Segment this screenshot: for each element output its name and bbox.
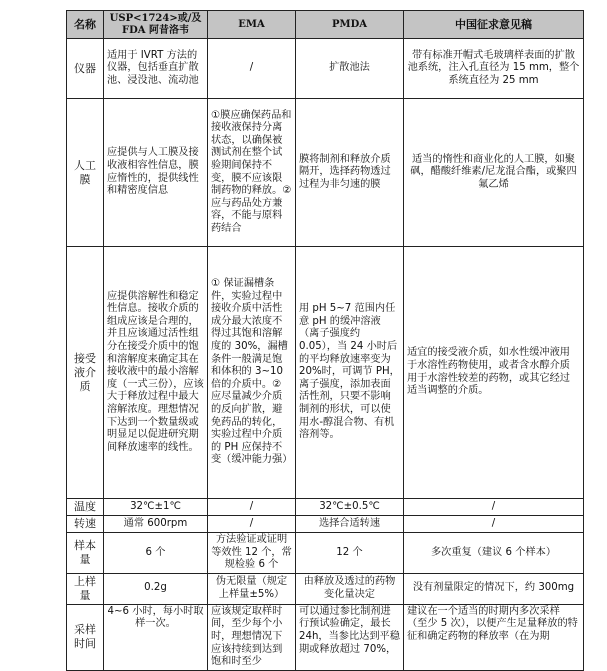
- cell-ema: /: [208, 39, 296, 99]
- cell-pmda: 用 pH 5~7 范围内任意 pH 的缓冲溶液（离子强度约 0.05），当 24 小时后的平均释放速率变为 20%时，可调节 PH，离子强度，添加表面活性剂，只要不影响制剂的形状，可以使用水-醇混合物、有机溶剂等。: [296, 247, 404, 499]
- cell-pmda: 选择合适转速: [296, 516, 404, 533]
- row-loading: [67, 573, 584, 604]
- cell-ema: ①膜应确保药品和接收液保持分离状态，以确保被测试剂在整个试验期间保持不变，膜不应该限制药物的释放。②应与药品处方兼容，不能与原料药结合: [208, 99, 296, 247]
- header-name: 名称: [67, 11, 104, 39]
- cell-ema: /: [208, 499, 296, 516]
- header-pmda: PMDA: [296, 11, 404, 39]
- cell-pmda: 32℃±0.5℃: [296, 499, 404, 516]
- cell-ema: ① 保证漏槽条件，实验过程中接收介质中活性成分最大浓度不得过其饱和溶解度的 30%，漏槽条件一般满足饱和体积的 3~10 倍的介质中。② 应尽量减少介质的反向扩散，避免药品的转化，实验过程中介质的 PH 应保持不变（缓冲能力强）: [208, 247, 296, 499]
- row-label: 样本量: [67, 533, 104, 574]
- row-instrument: [67, 39, 584, 99]
- cell-china: 建议在一个适当的时期内多次采样（至少 5 次），以便产生足量释放的特征和确定药物的释放率（在为期: [404, 604, 584, 670]
- row-sampling: [67, 604, 584, 670]
- cell-pmda: 膜将制剂和释放介质隔开，选择药物透过过程为非匀速的膜: [296, 99, 404, 247]
- cell-usp: 32℃±1℃: [104, 499, 208, 516]
- row-membrane: [67, 99, 584, 247]
- cell-ema: 应该规定取样时间，至少每个小时，理想情况下应该持续到达到饱和时至少: [208, 604, 296, 670]
- cell-usp: 应提供与人工膜及接收液相容性信息，膜应惰性的，提供线性和精密度信息: [104, 99, 208, 247]
- cell-usp: 4~6 小时，每小时取样一次。: [104, 604, 208, 670]
- row-label: 接受液介质: [67, 247, 104, 499]
- cell-pmda: 12 个: [296, 533, 404, 574]
- row-receptor: [67, 247, 584, 499]
- header-usp: USP<1724>或/及FDA 阿昔洛韦: [104, 11, 208, 39]
- cell-usp: 适用于 IVRT 方法的仪器，包括垂直扩散池、浸没池、流动池: [104, 39, 208, 99]
- cell-china: 没有剂量限定的情况下，约 300mg: [404, 573, 584, 604]
- cell-pmda: 可以通过参比制剂进行预试验确定，最长 24h，当参比达到平稳期或释放超过 70%，: [296, 604, 404, 670]
- header-row: [67, 11, 584, 39]
- cell-ema: 方法验证或证明等效性 12 个，常规检验 6 个: [208, 533, 296, 574]
- cell-china: 带有标准开帽式毛玻璃样表面的扩散池系统，注入孔直径为 15 mm，整个系统直径为 25 mm: [404, 39, 584, 99]
- row-label: 转速: [67, 516, 104, 533]
- cell-china: /: [404, 516, 584, 533]
- cell-china: 适当的惰性和商业化的人工膜，如聚砜，醋酸纤维素/尼龙混合酯，或聚四氟乙烯: [404, 99, 584, 247]
- row-label: 仪器: [67, 39, 104, 99]
- cell-pmda: 扩散池法: [296, 39, 404, 99]
- header-ema: EMA: [208, 11, 296, 39]
- cell-china: /: [404, 499, 584, 516]
- cell-ema: 伪无限量（规定上样量±5%）: [208, 573, 296, 604]
- row-label: 上样量: [67, 573, 104, 604]
- comparison-document: [66, 10, 584, 671]
- cell-china: 适宜的接受液介质，如水性缓冲液用于水溶性药物使用，或者含水醇介质用于水溶性较差的药物，或其它经过适当调整的介质。: [404, 247, 584, 499]
- row-label: 人工膜: [67, 99, 104, 247]
- row-label: 温度: [67, 499, 104, 516]
- header-china: 中国征求意见稿: [404, 11, 584, 39]
- row-sample: [67, 533, 584, 574]
- cell-ema: /: [208, 516, 296, 533]
- cell-usp: 应提供溶解性和稳定性信息。接收介质的组成应该是合理的，并且应该通过活性组分在接受介质中的饱和溶解度来确定其在接收液中的最小溶解度（一式三份），应该大于释放过程中最大溶解浓度。理想情况下达到一个数量级或明显足以促进研究期间释放速率的线性。: [104, 247, 208, 499]
- cell-usp: 6 个: [104, 533, 208, 574]
- row-label: 采样时间: [67, 604, 104, 670]
- row-speed: [67, 516, 584, 533]
- ivrt-comparison-table: [66, 10, 584, 671]
- cell-usp: 通常 600rpm: [104, 516, 208, 533]
- row-temperature: [67, 499, 584, 516]
- cell-china: 多次重复（建议 6 个样本）: [404, 533, 584, 574]
- cell-usp: 0.2g: [104, 573, 208, 604]
- cell-pmda: 由释放及透过的药物变化量决定: [296, 573, 404, 604]
